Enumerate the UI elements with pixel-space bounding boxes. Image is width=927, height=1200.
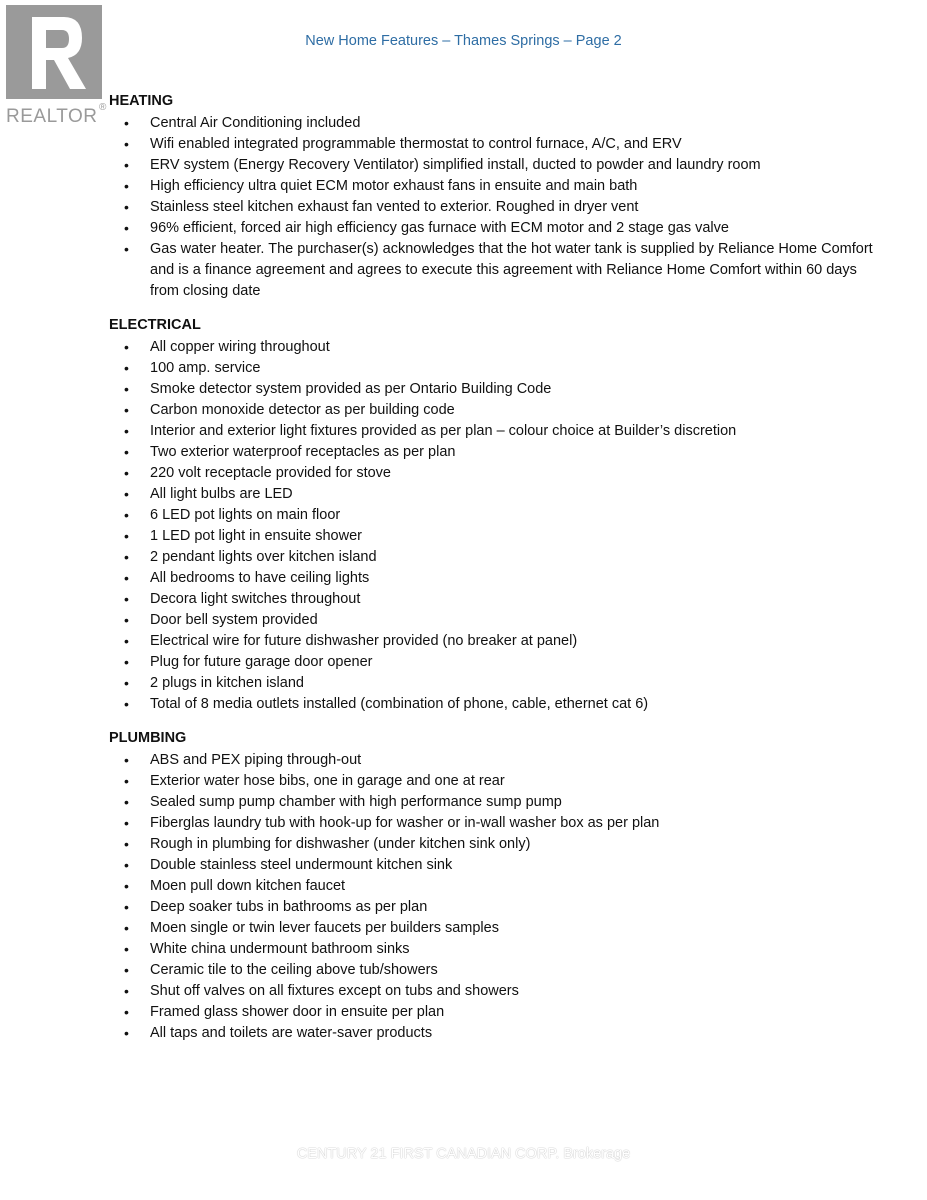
list-item (109, 218, 889, 239)
section-electrical (109, 316, 889, 715)
bullet-icon: • (124, 486, 129, 502)
bullet-icon: • (124, 444, 129, 460)
list-item (109, 834, 889, 855)
list-item-text: Door bell system provided (150, 612, 318, 628)
list-item-text: Stainless steel kitchen exhaust fan vented to exterior. Roughed in dryer vent (150, 199, 639, 215)
list-item-text: Sealed sump pump chamber with high performance sump pump (150, 794, 562, 810)
section-heating (109, 92, 889, 302)
list-item (109, 379, 889, 400)
bullet-icon: • (124, 857, 129, 873)
list-item (109, 463, 889, 484)
list-item (109, 113, 889, 134)
bullet-icon: • (124, 157, 129, 173)
list-item (109, 939, 889, 960)
bullet-icon: • (124, 241, 129, 257)
list-item-text: 96% efficient, forced air high efficiency gas furnace with ECM motor and 2 stage gas valve (150, 220, 729, 236)
bullet-icon: • (124, 528, 129, 544)
list-item (109, 652, 889, 673)
list-item-text: Plug for future garage door opener (150, 654, 373, 670)
list-item (109, 960, 889, 981)
bullet-icon: • (124, 591, 129, 607)
list-item-text: High efficiency ultra quiet ECM motor exhaust fans in ensuite and main bath (150, 178, 638, 194)
list-item (109, 134, 889, 155)
list-item (109, 918, 889, 939)
feature-list (109, 113, 889, 302)
bullet-icon: • (124, 178, 129, 194)
list-item-text: Interior and exterior light fixtures provided as per plan – colour choice at Builder’s discretion (150, 423, 737, 439)
bullet-icon: • (124, 360, 129, 376)
section-plumbing (109, 729, 889, 1044)
list-item-text: Double stainless steel undermount kitchen sink (150, 857, 453, 873)
realtor-logo-mark (6, 5, 102, 99)
bullet-icon: • (124, 696, 129, 712)
list-item-text: Moen pull down kitchen faucet (150, 878, 346, 894)
bullet-icon: • (124, 878, 129, 894)
bullet-icon: • (124, 836, 129, 852)
list-item (109, 568, 889, 589)
list-item (109, 1002, 889, 1023)
list-item-text: 2 pendant lights over kitchen island (150, 549, 377, 565)
bullet-icon: • (124, 549, 129, 565)
bullet-icon: • (124, 115, 129, 131)
list-item (109, 547, 889, 568)
list-item-text: Carbon monoxide detector as per building code (150, 402, 455, 418)
bullet-icon: • (124, 339, 129, 355)
list-item-text: Moen single or twin lever faucets per builders samples (150, 920, 499, 936)
bullet-icon: • (124, 773, 129, 789)
bullet-icon: • (124, 423, 129, 439)
list-item (109, 771, 889, 792)
bullet-icon: • (124, 962, 129, 978)
list-item (109, 897, 889, 918)
bullet-icon: • (124, 136, 129, 152)
list-item (109, 155, 889, 176)
bullet-icon: • (124, 633, 129, 649)
list-item (109, 239, 889, 302)
list-item (109, 358, 889, 379)
list-item-text: All copper wiring throughout (150, 339, 330, 355)
bullet-icon: • (124, 983, 129, 999)
list-item (109, 1023, 889, 1044)
list-item-text: Framed glass shower door in ensuite per plan (150, 1004, 445, 1020)
list-item (109, 400, 889, 421)
bullet-icon: • (124, 1025, 129, 1041)
list-item-text: Decora light switches throughout (150, 591, 361, 607)
list-item-text: All taps and toilets are water-saver products (150, 1025, 433, 1041)
list-item (109, 813, 889, 834)
list-item (109, 526, 889, 547)
list-item-text: All bedrooms to have ceiling lights (150, 570, 370, 586)
bullet-icon: • (124, 654, 129, 670)
list-item (109, 442, 889, 463)
list-item-text: Deep soaker tubs in bathrooms as per plan (150, 899, 428, 915)
realtor-logo (4, 5, 108, 127)
list-item (109, 694, 889, 715)
page-title: New Home Features – Thames Springs – Page 2 (305, 33, 622, 49)
feature-list (109, 337, 889, 715)
list-item-text: Rough in plumbing for dishwasher (under kitchen sink only) (150, 836, 531, 852)
list-item-text: ABS and PEX piping through-out (150, 752, 362, 768)
list-item-text: 1 LED pot light in ensuite shower (150, 528, 362, 544)
realtor-wordmark: REALTOR (6, 106, 98, 127)
feature-list (109, 750, 889, 1044)
registered-mark: ® (99, 102, 107, 113)
list-item (109, 176, 889, 197)
bullet-icon: • (124, 465, 129, 481)
bullet-icon: • (124, 220, 129, 236)
bullet-icon: • (124, 199, 129, 215)
list-item (109, 197, 889, 218)
list-item-text: Total of 8 media outlets installed (combination of phone, cable, ethernet cat 6) (150, 696, 649, 712)
list-item-text: 6 LED pot lights on main floor (150, 507, 341, 523)
list-item-text: Wifi enabled integrated programmable thermostat to control furnace, A/C, and ERV (150, 136, 682, 152)
bullet-icon: • (124, 815, 129, 831)
brokerage-footer: CENTURY 21 FIRST CANADIAN CORP. Brokerage (296, 1146, 631, 1162)
list-item-text: Exterior water hose bibs, one in garage and one at rear (150, 773, 505, 789)
bullet-icon: • (124, 381, 129, 397)
list-item (109, 750, 889, 771)
bullet-icon: • (124, 402, 129, 418)
list-item (109, 484, 889, 505)
list-item-text: Electrical wire for future dishwasher provided (no breaker at panel) (150, 633, 578, 649)
list-item-text: White china undermount bathroom sinks (150, 941, 410, 957)
list-item (109, 855, 889, 876)
section-heading: HEATING (109, 93, 174, 109)
list-item-text: Gas water heater. The purchaser(s) acknowledges that the hot water tank is supplied by Reliance Home Comfort and is a finance agreement and agrees to execute this agreement with Reliance Home Comfort within 60 days from closing date (150, 241, 873, 299)
list-item (109, 610, 889, 631)
list-item (109, 589, 889, 610)
list-item-text: All light bulbs are LED (150, 486, 293, 502)
section-heading: ELECTRICAL (109, 317, 201, 333)
list-item (109, 505, 889, 526)
list-item-text: ERV system (Energy Recovery Ventilator) simplified install, ducted to powder and laundry room (150, 157, 761, 173)
list-item (109, 631, 889, 652)
list-item (109, 673, 889, 694)
bullet-icon: • (124, 570, 129, 586)
list-item-text: 2 plugs in kitchen island (150, 675, 304, 691)
list-item-text: Ceramic tile to the ceiling above tub/showers (150, 962, 438, 978)
list-item-text: 100 amp. service (150, 360, 261, 376)
bullet-icon: • (124, 507, 129, 523)
list-item-text: Central Air Conditioning included (150, 115, 361, 131)
bullet-icon: • (124, 920, 129, 936)
features-content (109, 92, 889, 1058)
list-item (109, 792, 889, 813)
list-item (109, 876, 889, 897)
list-item-text: 220 volt receptacle provided for stove (150, 465, 391, 481)
list-item-text: Smoke detector system provided as per Ontario Building Code (150, 381, 552, 397)
bullet-icon: • (124, 1004, 129, 1020)
bullet-icon: • (124, 752, 129, 768)
bullet-icon: • (124, 675, 129, 691)
bullet-icon: • (124, 941, 129, 957)
section-heading: PLUMBING (109, 730, 187, 746)
bullet-icon: • (124, 794, 129, 810)
bullet-icon: • (124, 612, 129, 628)
bullet-icon: • (124, 899, 129, 915)
list-item-text: Shut off valves on all fixtures except on tubs and showers (150, 983, 519, 999)
list-item (109, 421, 889, 442)
list-item-text: Fiberglas laundry tub with hook-up for washer or in-wall washer box as per plan (150, 815, 660, 831)
list-item (109, 981, 889, 1002)
list-item-text: Two exterior waterproof receptacles as per plan (150, 444, 456, 460)
list-item (109, 337, 889, 358)
